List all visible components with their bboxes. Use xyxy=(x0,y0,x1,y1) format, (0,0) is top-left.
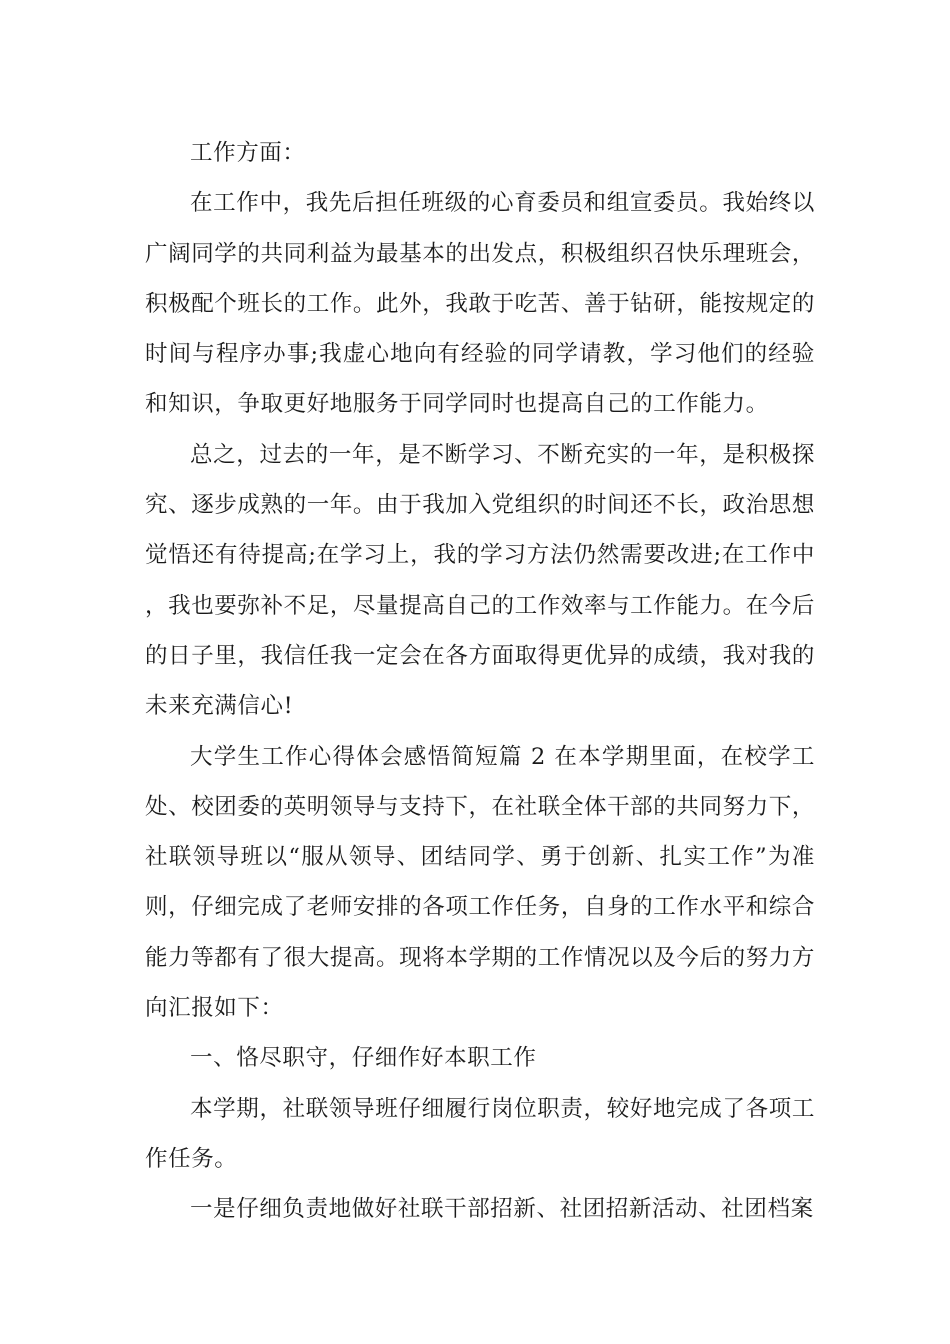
paragraph-article-2-intro: 大学生工作心得体会感悟简短篇 2 在本学期里面，在校学工处、校团委的英明领导与支持下，在社联全体干部的共同努力下，社联领导班以“服从领导、团结同学、勇于创新、扎实工作”为准则，仔细完成了老师安排的各项工作任务，自身的工作水平和综合能力等都有了很大提高。现将本学期的工作情况以及今后的努力方向汇报如下： xyxy=(145,743,815,1022)
paragraph-first-item: 一是仔细负责地做好社联干部招新、社团招新活动、社团档案 xyxy=(190,1196,814,1223)
document-body xyxy=(145,128,815,1235)
paragraph-work-details: 在工作中，我先后担任班级的心育委员和组宣委员。我始终以广阔同学的共同利益为最基本的出发点，积极组织召快乐理班会，积极配个班长的工作。此外，我敢于吃苦、善于钻研，能按规定的时间与程序办事;我虚心地向有经验的同学请教，学习他们的经验和知识，争取更好地服务于同学同时也提高自己的工作能力。 xyxy=(145,190,815,418)
paragraph-summary: 总之，过去的一年，是不断学习、不断充实的一年，是积极探究、逐步成熟的一年。由于我加入党组织的时间还不长，政治思想觉悟还有待提高;在学习上，我的学习方法仍然需要改进;在工作中，我也要弥补不足，尽量提高自己的工作效率与工作能力。在今后的日子里，我信任我一定会在各方面取得更优异的成绩，我对我的未来充满信心! xyxy=(145,441,815,720)
paragraph-work-heading: 工作方面： xyxy=(190,140,306,166)
paragraph-section-heading: 一、恪尽职守，仔细作好本职工作 xyxy=(190,1045,537,1072)
paragraph-semester-duties: 本学期，社联领导班仔细履行岗位职责，较好地完成了各项工作任务。 xyxy=(145,1095,815,1172)
